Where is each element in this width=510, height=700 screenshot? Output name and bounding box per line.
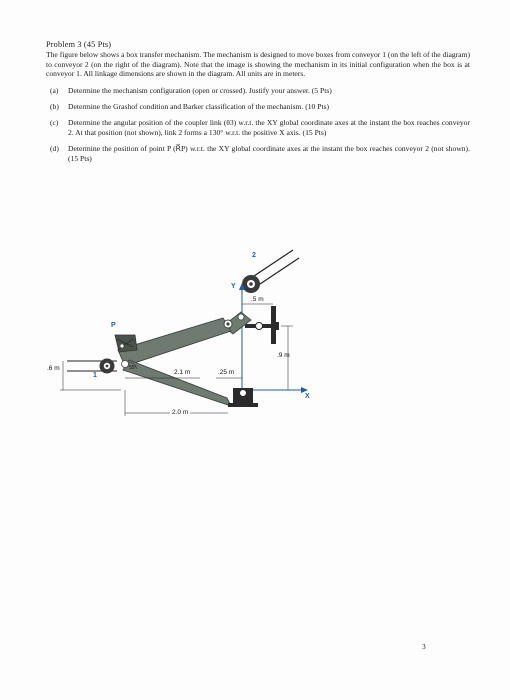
part-text: Determine the Grashof condition and Barker classification of the mechanism. (10 Pts) [68,102,330,112]
problem-heading: Problem 3 (45 Pts) [46,40,112,49]
conveyor-1-label: 1 [93,372,97,379]
box-platform [115,335,137,352]
mechanism-diagram [45,238,315,424]
angle-label: 55° [129,365,137,371]
problem-text [46,40,470,170]
conveyor-2-label: 2 [252,252,256,259]
dim-06-label: .6 m [47,365,60,372]
problem-parts [46,86,470,163]
part-label: (d) [50,144,59,154]
problem-intro: The figure below shows a box transfer mechanism. The mechanism is designed to move boxes from conveyor 1 (on the left of the diagram) to conveyor 2 (on the right of the diagram). Note that the image is showing the mechanism in its initial configuration when the box is at conveyor 1. All linkage dimensions are shown in the diagram. All units are in meters. [46,50,470,79]
dimension-lines [60,304,293,416]
link-2-crank [122,360,235,406]
part-a [46,86,470,95]
part-label: (a) [50,85,59,95]
part-d [46,144,470,163]
conveyor-2 [242,250,299,293]
point-p-label: P [111,322,116,329]
lower-pivot-support [228,388,258,407]
part-text: Determine the position of point P (R⃗P) w.r.t. the XY global coordinate axes at the instant the box reaches conveyor 2 (not shown). (15 Pts) [68,144,470,163]
dim-21-label: 2.1 m [174,369,191,376]
part-text: Determine the mechanism configuration (open or crossed). Justify your answer. (5 Pts) [68,85,332,95]
y-axis [239,283,245,390]
part-label: (b) [50,102,59,112]
y-axis-label: Y [231,283,236,290]
x-axis-label: X [305,393,310,400]
page-number: 3 [422,642,426,651]
conveyor-1 [67,359,117,374]
dim-9-label: .9 m [277,352,290,359]
part-label: (c) [50,118,59,128]
part-text: Determine the angular position of the coupler link (θ3) w.r.t. the XY global coordinate axes at the instant the box reaches conveyor 2. At that position (not shown), link 2 forms a 130° w.r.t. the positive X axis. (15 Pts) [68,118,470,137]
right-pivot-support [245,306,279,344]
dim-5-label: .5 m [251,296,264,303]
part-c [46,118,470,137]
mechanism-figure [45,238,315,424]
part-b [46,102,470,111]
dim-20-label: 2.0 m [172,409,189,416]
dim-25-label: .25 m [218,369,235,376]
